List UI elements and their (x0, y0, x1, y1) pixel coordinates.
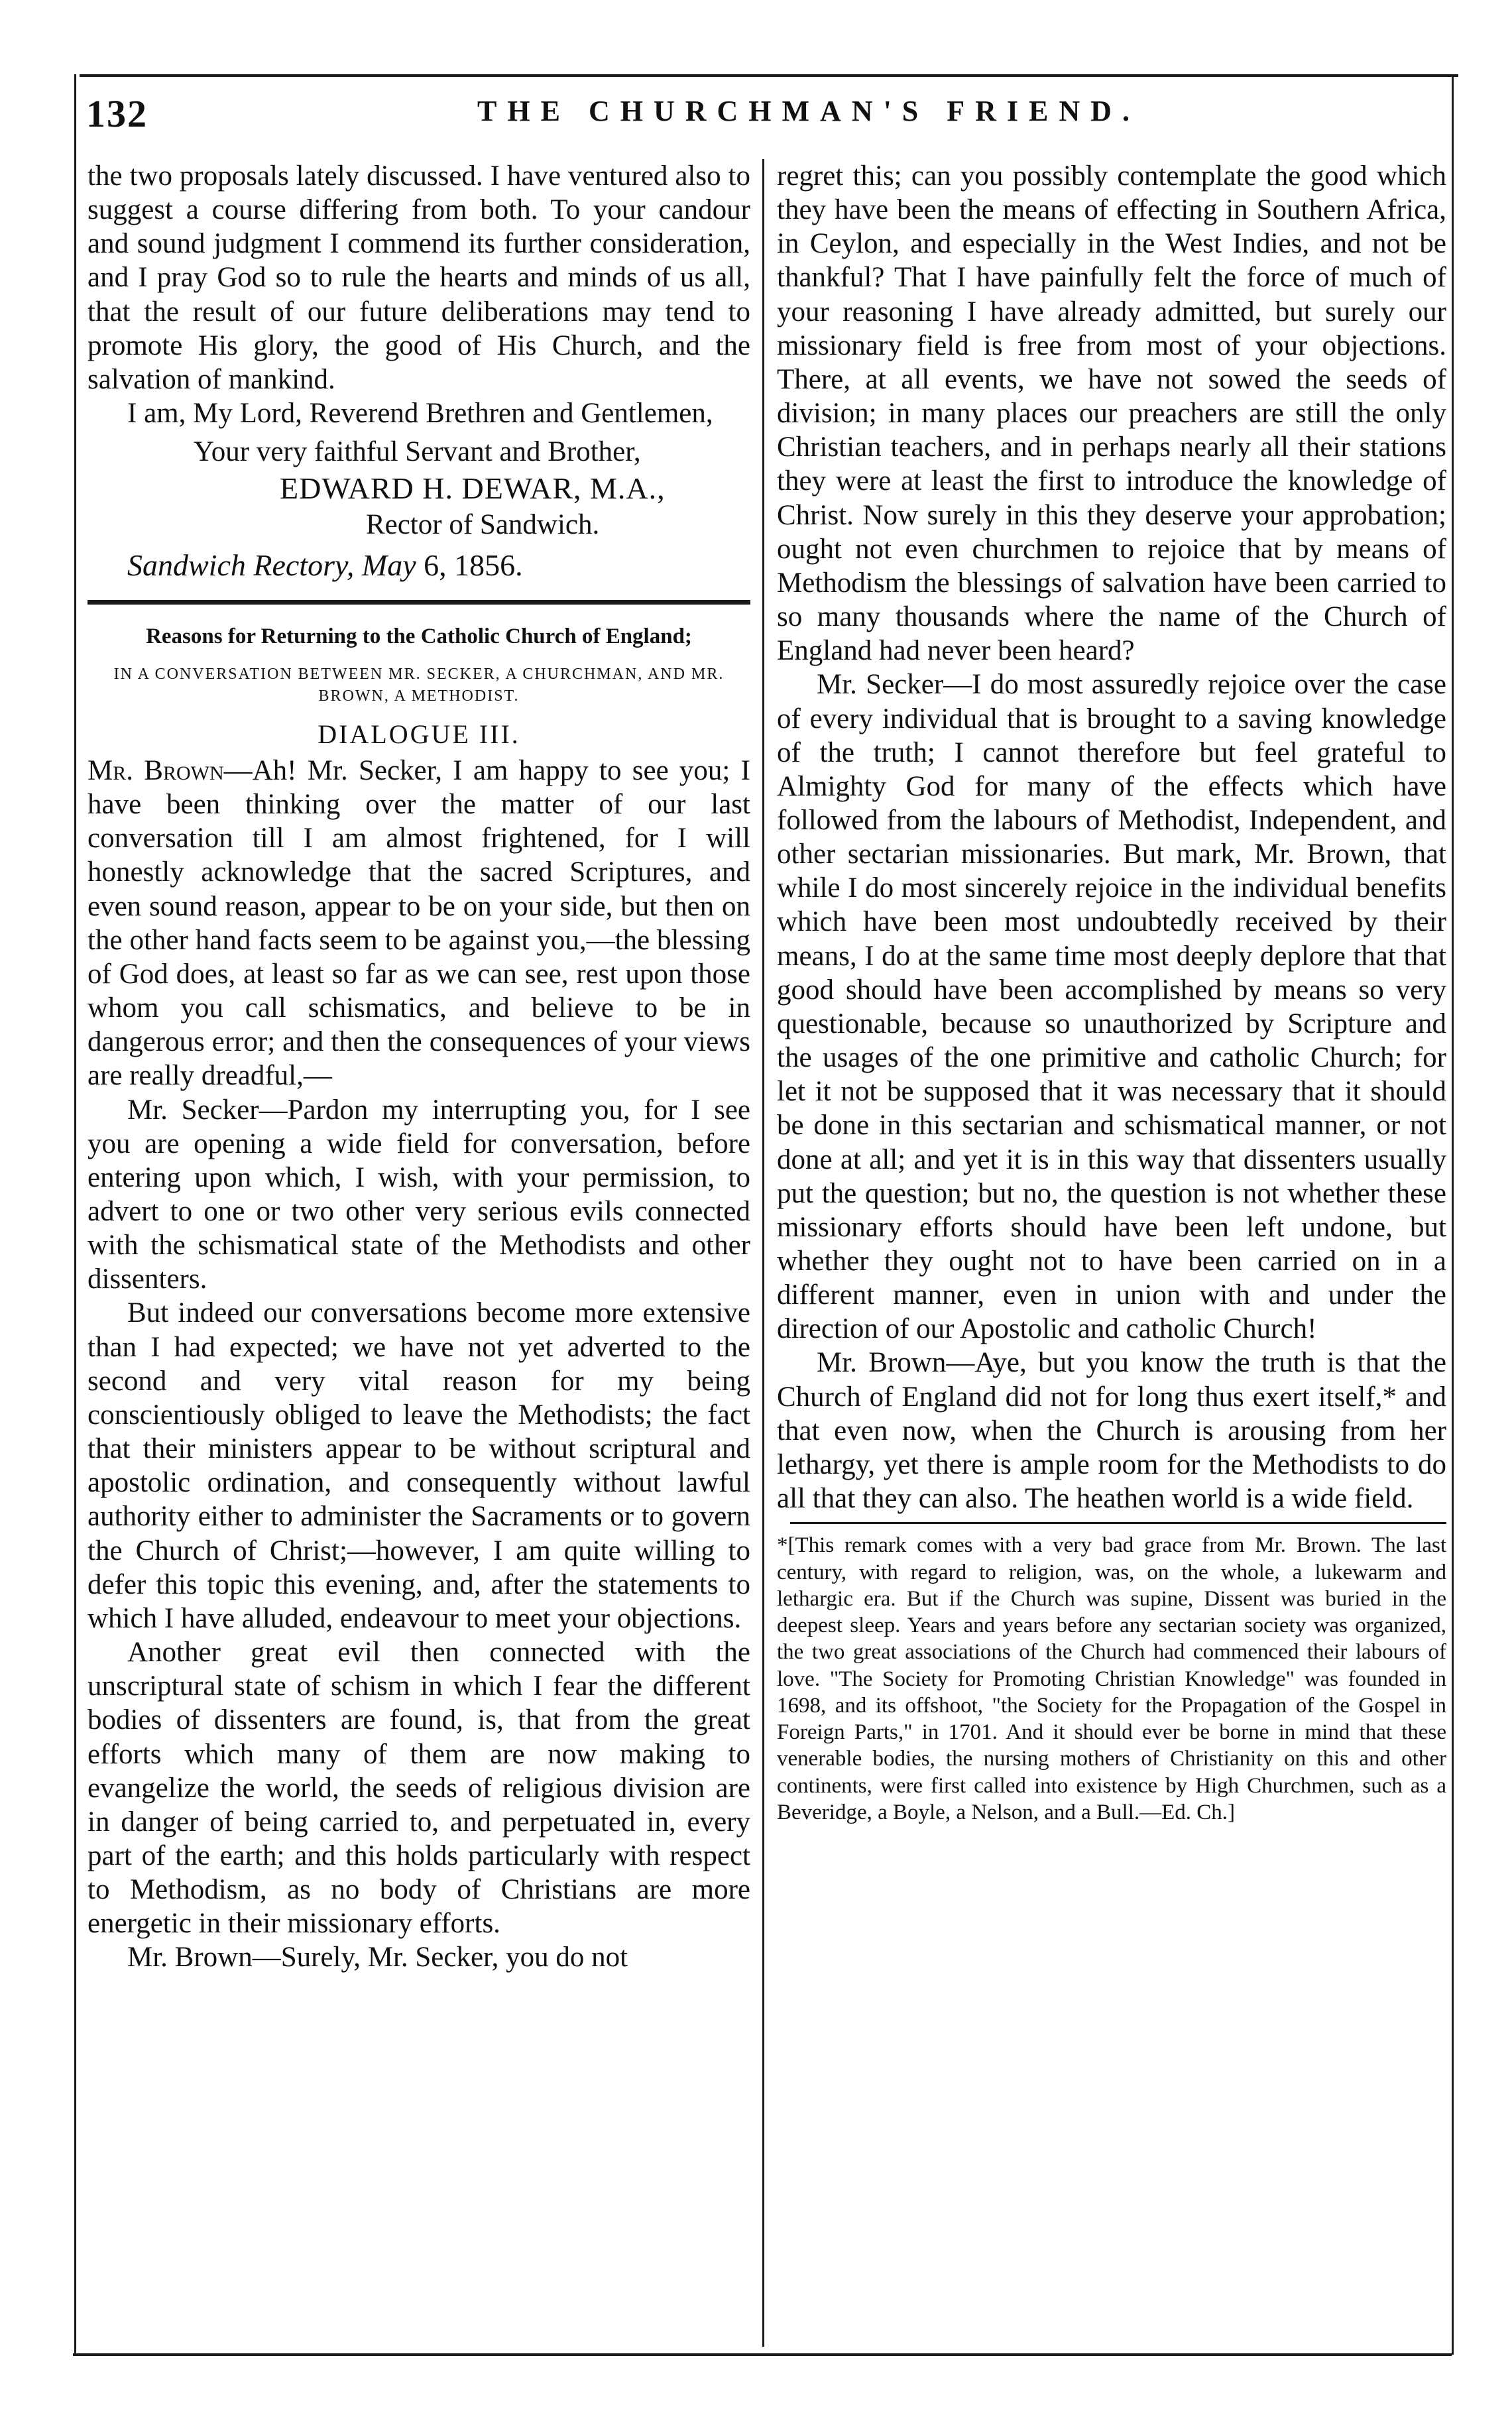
footnote-rule (790, 1522, 1446, 1524)
dialogue-paragraph: Another great evil then connected with the unscriptural state of schism in which I fear the different bodies of dissenters are found, is, that from the great efforts which many of them are now making to evangelize the world, the seeds of religious division are in danger of being carried to, and perpetuated in, every part of the earth; and this holds particularly with respect to Methodism, as no body of Christians are more energetic in their missionary efforts. (87, 1637, 750, 1940)
header-rule (80, 74, 1458, 77)
section-separator (87, 600, 750, 605)
dialogue-paragraph: Mr. Secker—I do most assuredly rejoice over the case of every individual that is brought to a saving knowledge of the truth; I cannot therefore but feel grateful to Almighty God for many of the effects which have followed from the labours of Methodist, Independent, and other sectarian missionaries. But mark, Mr. Brown, that while I do most sincerely rejoice in the individual benefits which have been most undoubtedly received by their means, I do at the same time most deeply deplore that that good should have been accomplished by means so very questionable, because so unauthorized by Scripture and the usages of the one primitive and catholic Church; for let it not be supposed that it was necessary that it should be done in this sectarian and schismatical manner, or not done at all; and yet it is in this way that dissenters usually put the question; but no, the question is not whether these missionary efforts should have been left undone, but whether they ought not to have been carried on in a different manner, even in union with and under the direction of our Apostolic and catholic Church! (777, 669, 1446, 1345)
running-title: THE CHURCHMAN'S FRIEND. (477, 95, 1140, 127)
dialogue-paragraph: Mr. Secker—Pardon my interrupting you, for I see you are opening a wide field for conversation, before entering upon which, I wish, with your permission, to advert to one or two other very serious evils connected with the schismatical state of the Methodists and other dissenters. (87, 1094, 750, 1295)
article-title: Reasons for Returning to the Catholic Church of England; (146, 624, 692, 648)
speaker-name: Mr. Brown (87, 754, 224, 786)
right-border-rule (1452, 74, 1454, 2355)
column-divider (762, 159, 764, 2347)
bottom-rule (73, 2353, 1452, 2356)
dateline-date: 6, 1856. (424, 548, 523, 582)
dialogue-paragraph: regret this; can you possibly contemplate the good which they have been the means of effecting in Southern Africa, in Ceylon, and especially in the West Indies, and not be thankful? That I have painfully felt the force of much of your reasoning I have already admitted, but surely our missionary field is free from most of your objections. There, at all events, we have not sowed the seeds of division; in many places our preachers are still the only Christian teachers, and in perhaps nearly all their stations they were at least the first to introduce the knowledge of Christ. Now surely in this they deserve your approbation; ought not even churchmen to rejoice that by means of Methodism the blessings of salvation have been carried to so many thousands where the name of the Church of England had never been heard? (777, 160, 1446, 667)
paragraph-text: —Ah! Mr. Secker, I am happy to see you; I have been thinking over the matter of our last conversation till I am almost frightened, for I will honestly acknowledge that the sacred Scriptures, and even sound reason, appear to be on your side, but then on the other hand facts seem to be against you,—the blessing of God does, at least so far as we can see, rest upon those whom you call schismatics, and believe to be in dangerous error; and then the consequences of your views are really dreadful,— (87, 754, 750, 1092)
letter-closing-paragraph: the two proposals lately discussed. I have ventured also to suggest a course differing from both. To your candour and sound judgment I commend its further consideration, and I pray God so to rule the hearts and minds of us all, that the result of our future deliberations may tend to promote His glory, the good of His Church, and the salvation of mankind. (87, 160, 750, 395)
dateline (87, 548, 750, 583)
left-border-rule (74, 74, 76, 2355)
article-subtitle: IN A CONVERSATION BETWEEN MR. SECKER, A CHURCHMAN, AND MR. BROWN, A METHODIST. (113, 665, 725, 705)
page-header (86, 91, 1445, 151)
page-number: 132 (86, 92, 148, 135)
footnote: *[This remark comes with a very bad grace from Mr. Brown. The last century, with regard to religion, was, on the whole, a lukewarm and lethargic era. But if the Church was supine, Dissent was buried in the deepest sleep. Years and years before any sectarian society was organized, the two great associations of the Church had commenced their labours of love. "The Society for Promoting Christian Knowledge" was founded in 1698, and its offshoot, "the Society for the Propagation of the Gospel in Foreign Parts," in 1701. And it should ever be borne in mind that these venerable bodies, the nursing mothers of Christianity on this and other continents, were first called into existence by High Churchmen, such as a Beveridge, a Boyle, a Nelson, and a Bull.—Ed. Ch.] (777, 1533, 1446, 1824)
letter-valediction: Your very faithful Servant and Brother, (194, 436, 641, 467)
signature-name: EDWARD H. DEWAR, M.A., (280, 471, 666, 505)
dialogue-paragraph (87, 754, 750, 1093)
signature-title: Rector of Sandwich. (366, 508, 600, 540)
dialogue-paragraph: Mr. Brown—Surely, Mr. Secker, you do not (127, 1942, 628, 1973)
dialogue-paragraph: Mr. Brown—Aye, but you know the truth is that the Church of England did not for long thus exert itself,* and that even now, when the Church is arousing from her lethargy, yet there is ample room for the Methodists to do all that they can also. The heathen world is a wide field. (777, 1347, 1446, 1515)
dateline-place: Sandwich Rectory, May (127, 548, 416, 582)
letter-salutation: I am, My Lord, Reverend Brethren and Gentlemen, (127, 398, 713, 430)
right-column (777, 159, 1446, 2343)
dialogue-paragraph: But indeed our conversations become more extensive than I had expected; we have not yet adverted to the second and very vital reason for my being conscientiously obliged to leave the Methodists; the fact that their ministers appear to be without scriptural and apostolic ordination, and consequently without lawful authority either to administer the Sacraments or to govern the Church of Christ;—however, I am quite willing to defer this topic this evening, and, after the statements to which I have alluded, endeavour to meet your objections. (87, 1297, 750, 1634)
dialogue-heading: DIALOGUE III. (318, 719, 520, 749)
left-column (87, 159, 750, 2343)
